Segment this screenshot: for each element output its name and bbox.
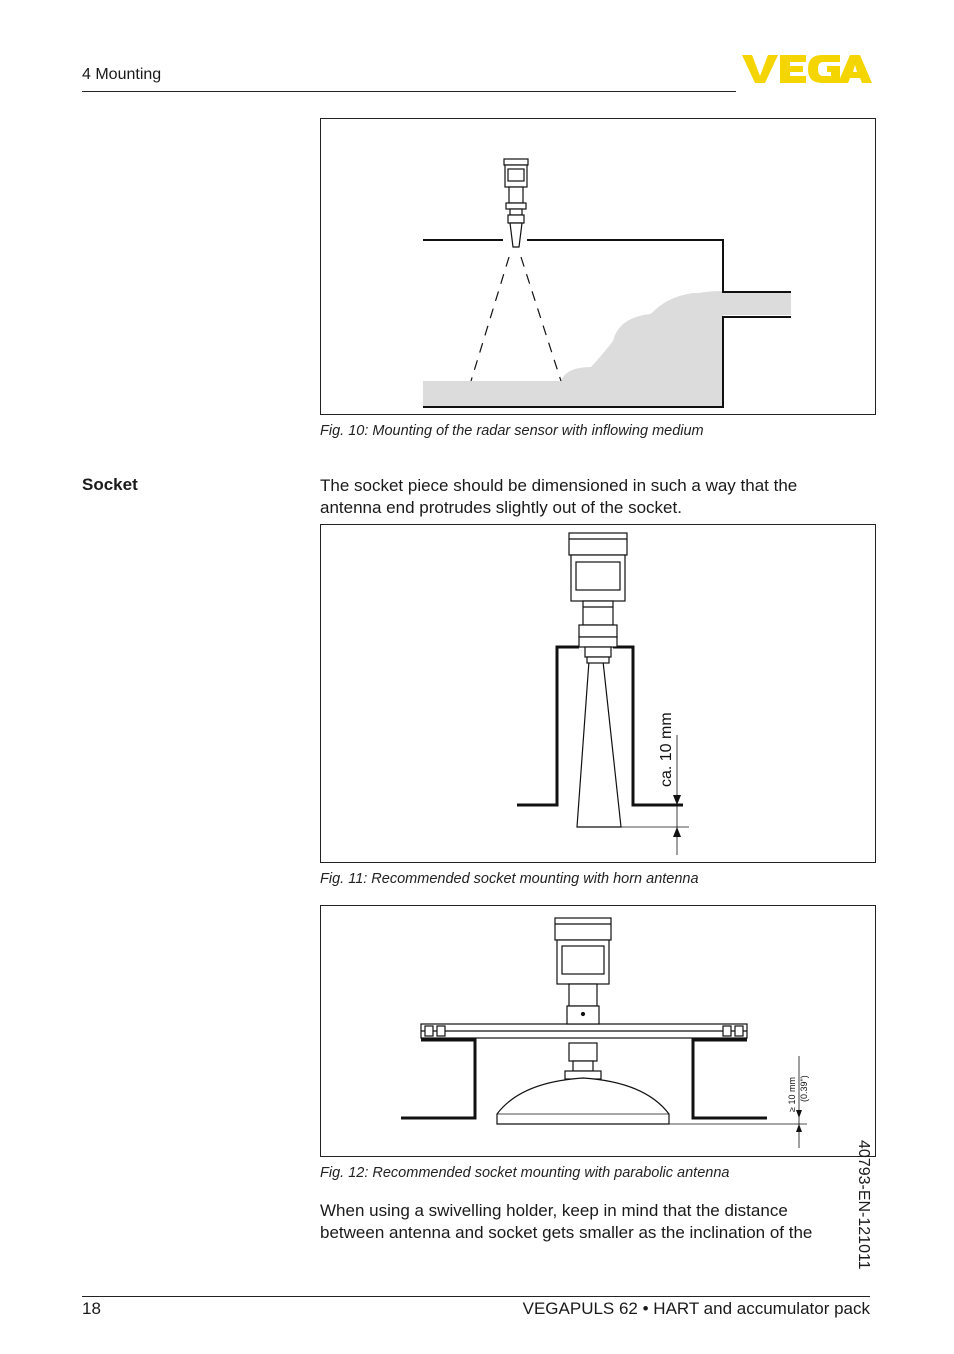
figure-11-diagram bbox=[321, 525, 875, 862]
page-number: 18 bbox=[82, 1299, 101, 1318]
header-rule bbox=[82, 91, 736, 92]
figure-11-caption: Fig. 11: Recommended socket mounting with horn antenna bbox=[320, 871, 699, 887]
closing-text-line-2: between antenna and socket gets smaller as the inclination of the bbox=[320, 1223, 813, 1242]
dimension-label-parabolic: ≥ 10 mm bbox=[787, 1077, 797, 1112]
figure-12-diagram bbox=[321, 906, 875, 1156]
footer-title: VEGAPULS 62 • HART and accumulator pack bbox=[522, 1299, 870, 1318]
parabolic-sensor bbox=[555, 918, 611, 1079]
socket-paragraph bbox=[320, 475, 880, 519]
document-code: 40793-EN-121011 bbox=[855, 1140, 872, 1270]
parabolic-dish bbox=[497, 1078, 669, 1124]
dimension-label-parabolic-imperial: (0.39") bbox=[799, 1075, 809, 1102]
flange bbox=[421, 1024, 747, 1038]
closing-paragraph bbox=[320, 1200, 880, 1244]
socket-heading: Socket bbox=[82, 475, 138, 494]
closing-text-line-1: When using a swivelling holder, keep in mind that the distance bbox=[320, 1201, 788, 1220]
figure-12-caption: Fig. 12: Recommended socket mounting with parabolic antenna bbox=[320, 1165, 730, 1181]
radar-sensor-small bbox=[504, 159, 528, 247]
figure-11 bbox=[320, 524, 876, 863]
dimension-label-horn: ca. 10 mm bbox=[658, 712, 675, 787]
figure-10-caption: Fig. 10: Mounting of the radar sensor with inflowing medium bbox=[320, 423, 704, 439]
socket-text-line-1: The socket piece should be dimensioned in such a way that the bbox=[320, 476, 798, 495]
figure-10-diagram bbox=[321, 119, 875, 414]
figure-10 bbox=[320, 118, 876, 415]
section-header: 4 Mounting bbox=[82, 66, 162, 83]
figure-12 bbox=[320, 905, 876, 1157]
socket-text-line-2: antenna end protrudes slightly out of the socket. bbox=[320, 498, 682, 517]
horn-sensor bbox=[569, 533, 627, 663]
vega-logo bbox=[742, 52, 874, 86]
footer-rule bbox=[82, 1296, 870, 1297]
